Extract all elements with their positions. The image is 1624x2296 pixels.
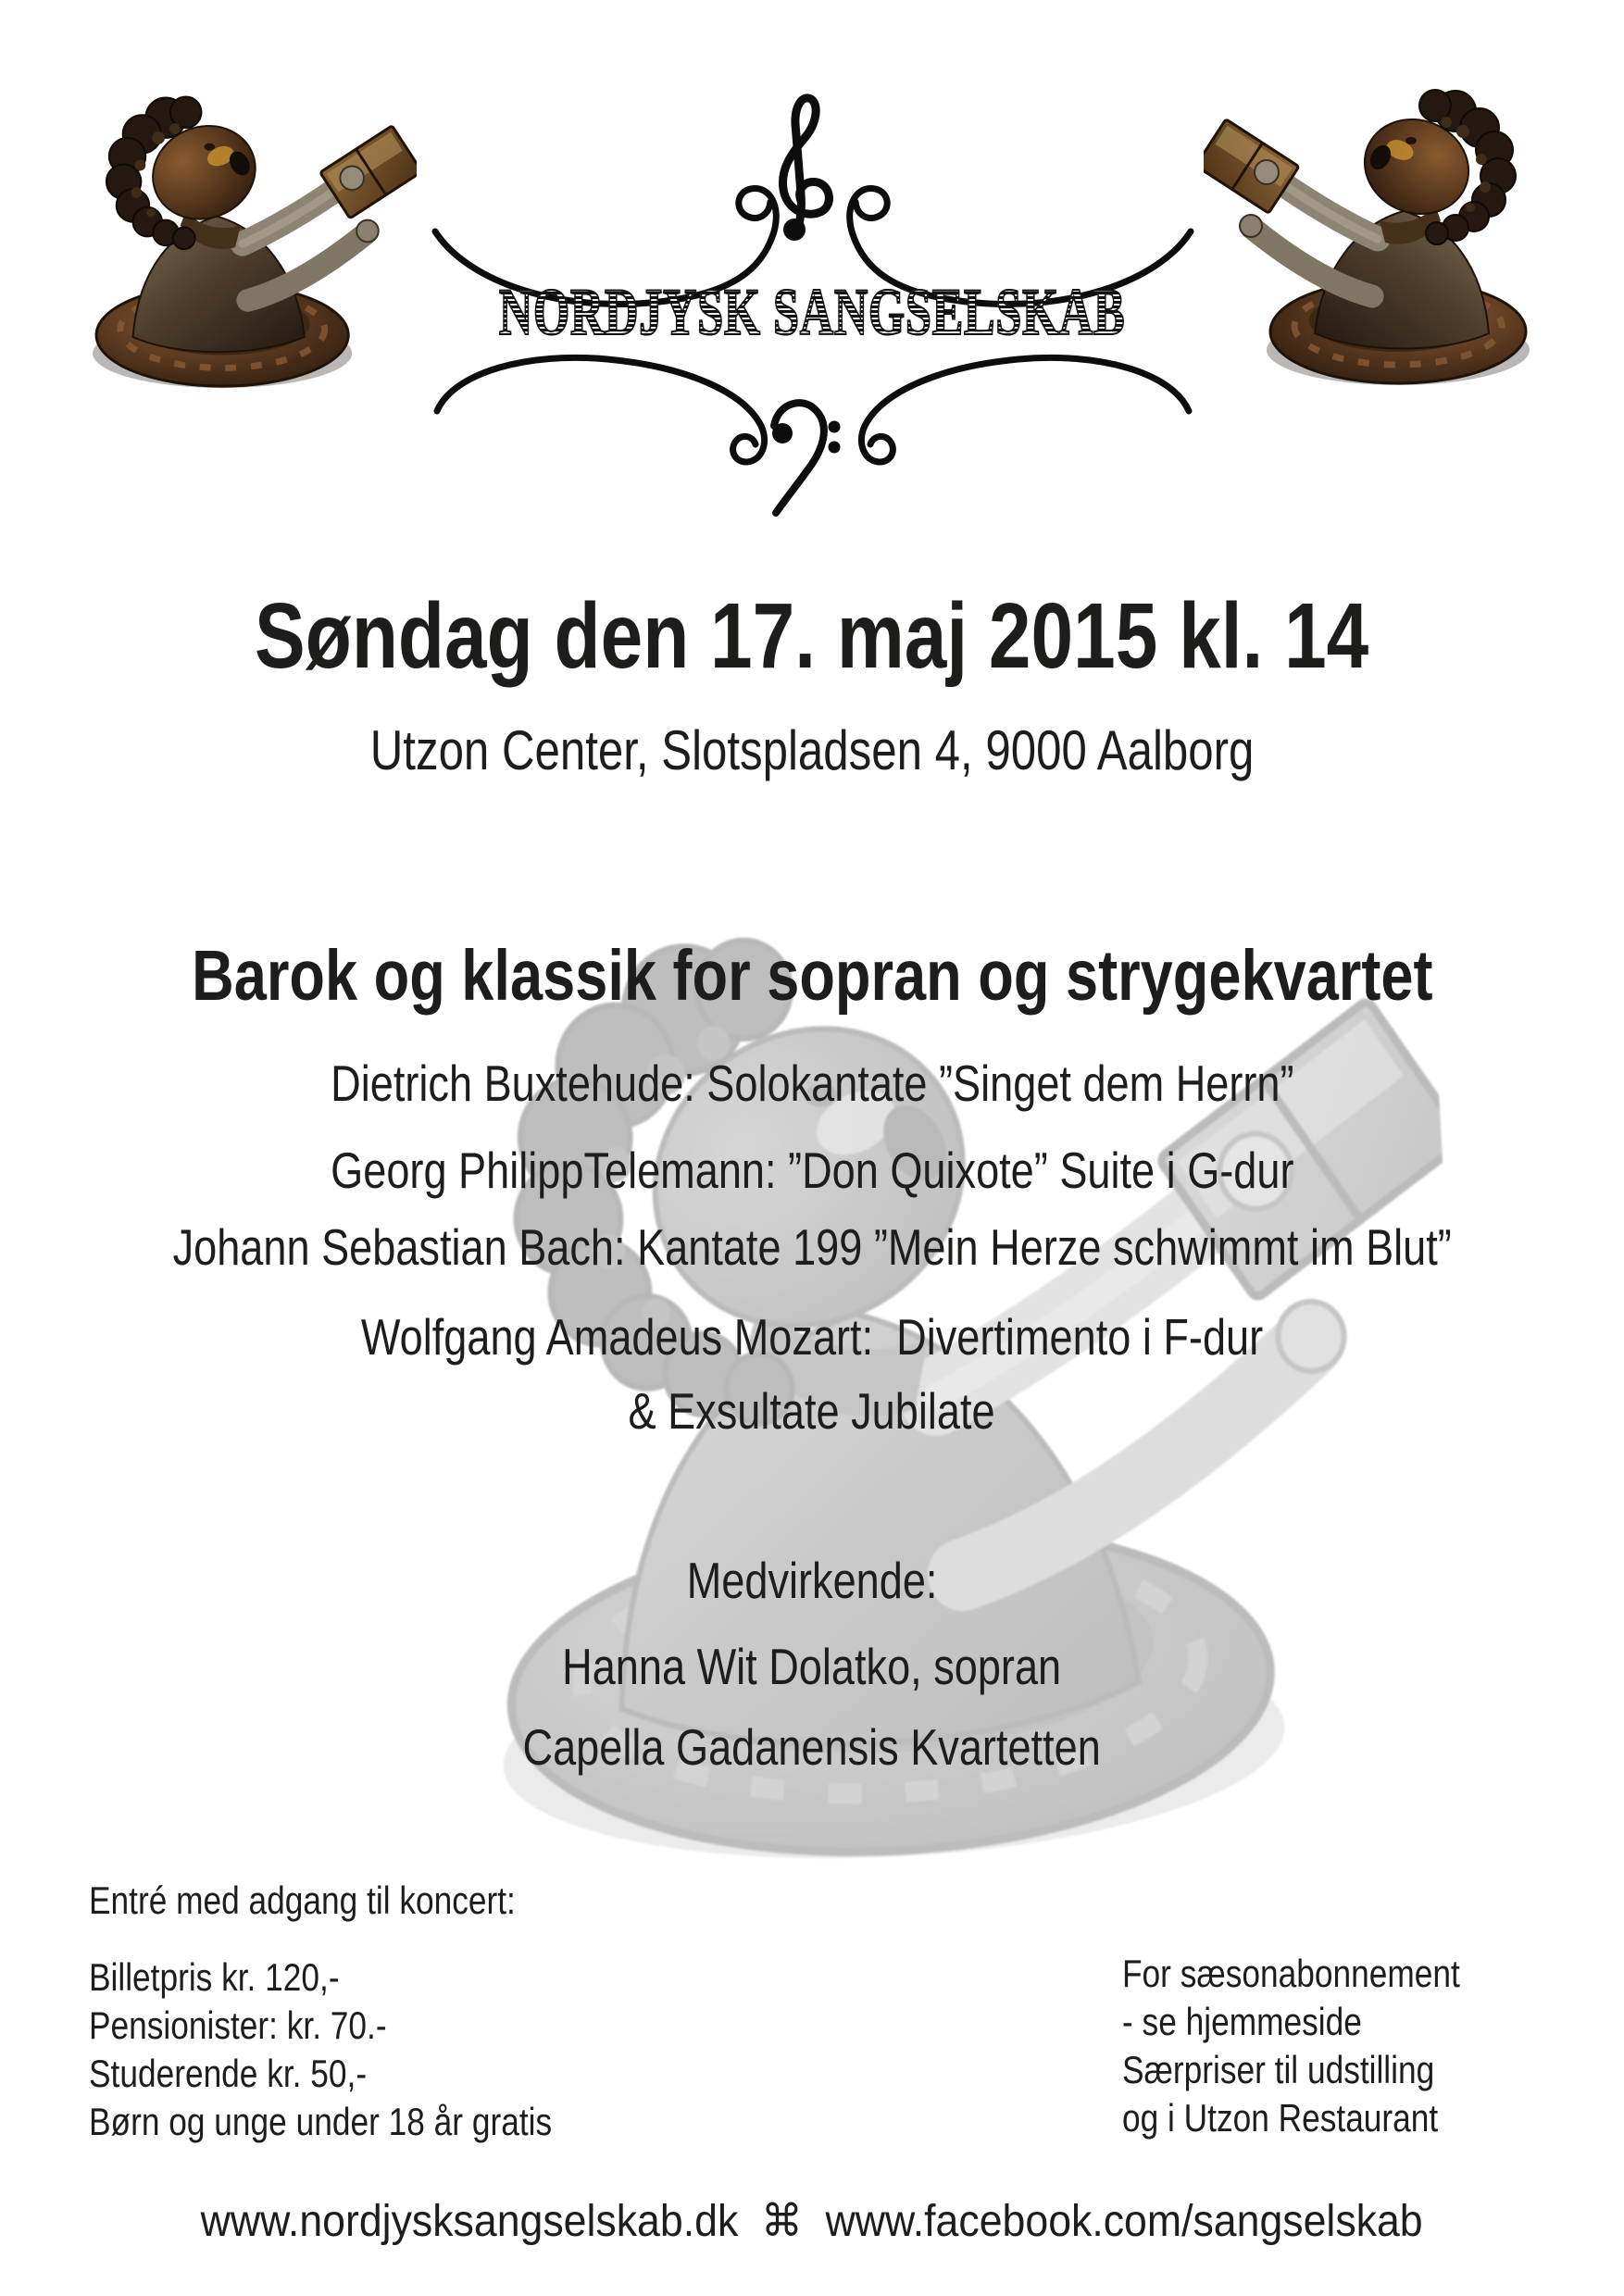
program-line: Dietrich Buxtehude: Solokantate ”Singet dem Herrn” — [330, 1054, 1294, 1112]
performer-line: Capella Gadanensis Kvartetten — [522, 1718, 1102, 1776]
spacer — [739, 2197, 762, 2246]
flourish-curl-left — [437, 357, 765, 462]
figurine-left-image — [46, 65, 417, 398]
season-info — [1122, 1950, 1524, 2142]
spacer — [803, 2197, 826, 2246]
facebook-url: www.facebook.com/sangselskab — [825, 2197, 1423, 2246]
event-date-title: Søndag den 17. maj 2015 kl. 14 — [255, 584, 1369, 688]
program-line: Johann Sebastian Bach: Kantate 199 ”Mein Herze schwimmt im Blut” — [172, 1218, 1452, 1276]
season-info-line: og i Utzon Restaurant — [1122, 2096, 1439, 2140]
footer — [0, 2197, 1624, 2246]
price-line: Børn og unge under 18 år gratis — [89, 2100, 553, 2143]
price-line: Pensionister: kr. 70.- — [89, 2003, 387, 2047]
event-venue: Utzon Center, Slotspladsen 4, 9000 Aalborg — [369, 719, 1255, 781]
price-line: Billetpris kr. 120,- — [89, 1955, 340, 1999]
concert-heading: Barok og klassik for sopran og strygekvartet — [191, 936, 1433, 1016]
pricing-heading: Entré med adgang til koncert: — [89, 1878, 516, 1922]
logo-bottom-flourish — [426, 344, 1200, 567]
season-info-line: Særpriser til udstilling — [1122, 2048, 1435, 2091]
performer-line: Hanna Wit Dolatko, sopran — [562, 1638, 1062, 1695]
flourish-curl-right — [861, 357, 1189, 462]
season-info-line: - se hjemmeside — [1122, 2000, 1362, 2043]
command-symbol-icon: ⌘ — [761, 2197, 804, 2246]
program-line: & Exsultate Jubilate — [628, 1382, 996, 1440]
treble-clef-icon — [782, 98, 829, 241]
pricing-list — [89, 1953, 640, 2146]
performers-heading: Medvirkende: — [686, 1552, 938, 1609]
website-url: www.nordjysksangselskab.dk — [201, 2197, 739, 2246]
program-line: Wolfgang Amadeus Mozart: Divertimento i F-dur — [360, 1308, 1264, 1366]
program-line: Georg PhilippTelemann: ”Don Quixote” Suite i G-dur — [330, 1142, 1294, 1199]
price-line: Studerende kr. 50,- — [89, 2052, 368, 2095]
logo-society-name: NORDJYSK SANGSELSKAB — [498, 275, 1126, 349]
bass-clef-icon — [772, 403, 841, 513]
season-info-line: For sæsonabonnement — [1122, 1952, 1460, 1995]
